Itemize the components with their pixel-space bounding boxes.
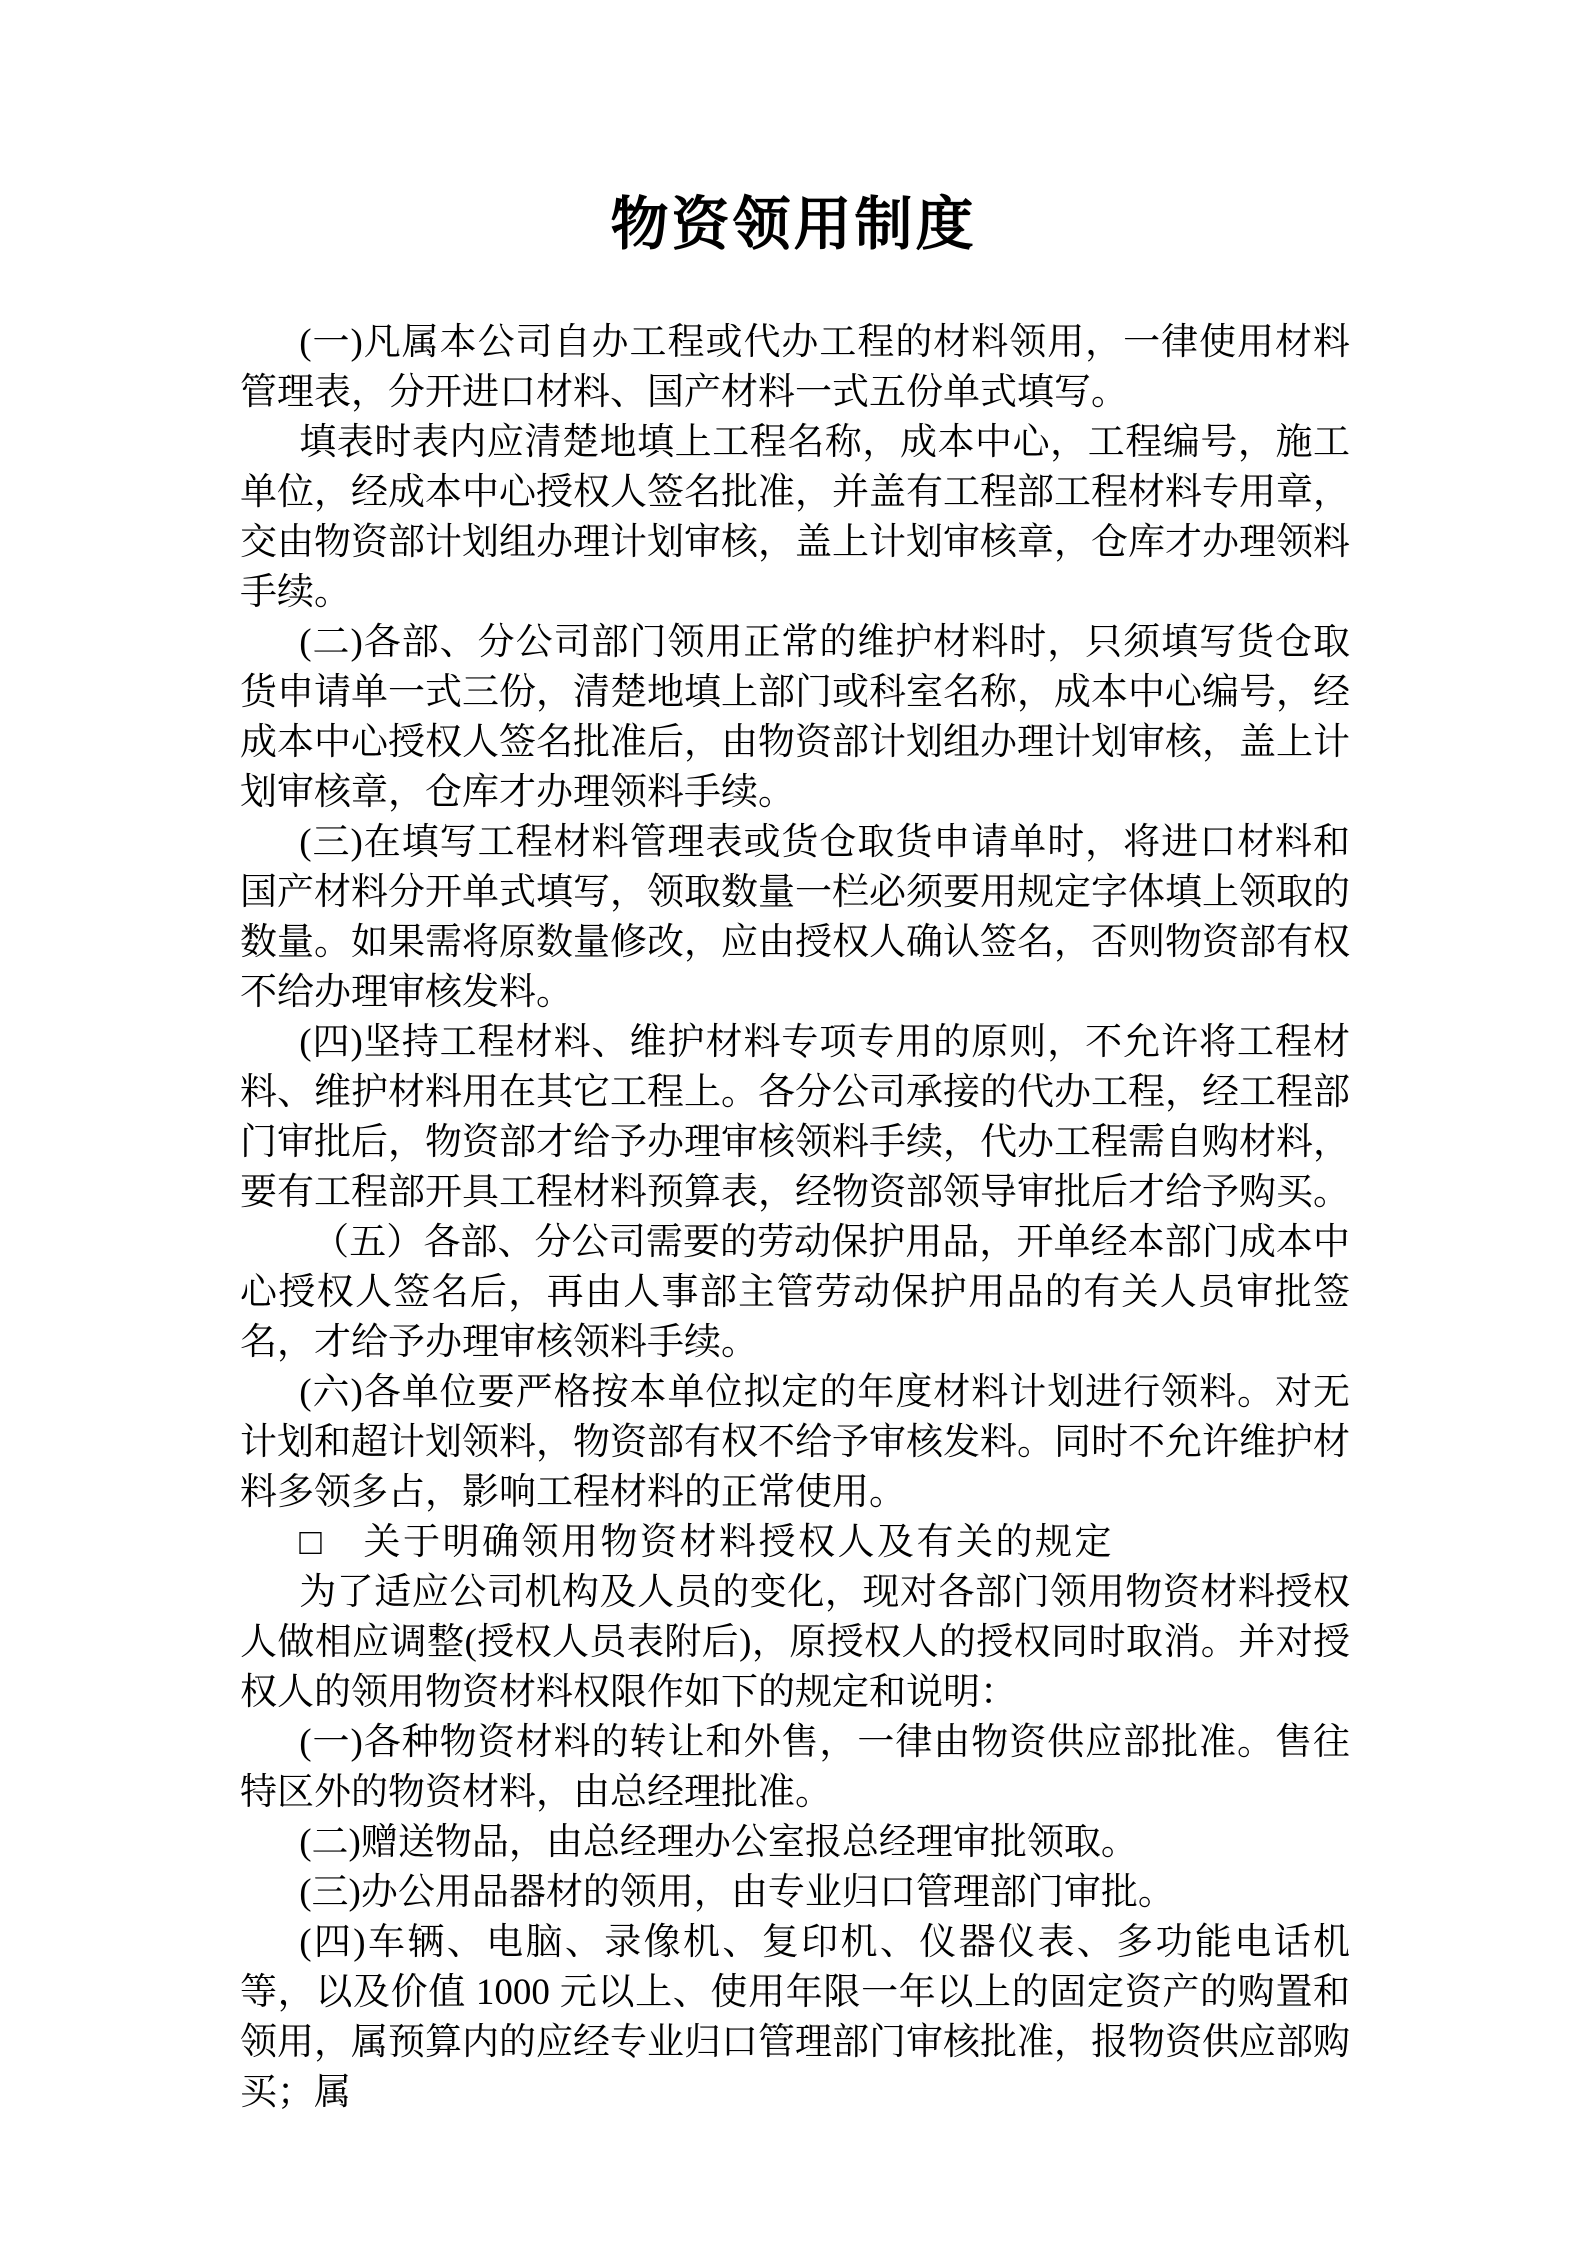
document-title: 物资领用制度 xyxy=(610,190,977,258)
paragraph: (三)在填写工程材料管理表或货仓取货申请单时，将进口材料和国产材料分开单式填写，领取数量一栏必须要用规定字体填上领取的数量。如果需将原数量修改，应由授权人确认签名，否则物资部有权不给办理审核发料。 xyxy=(240,821,1350,1013)
paragraph: (四)坚持工程材料、维护材料专项专用的原则，不允许将工程材料、维护材料用在其它工程上。各分公司承接的代办工程，经工程部门审批后，物资部才给予办理审核领料手续，代办工程需自购材料，要有工程部开具工程材料预算表，经物资部领导审批后才给予购买。 xyxy=(240,1021,1350,1213)
paragraph: (一)凡属本公司自办工程或代办工程的材料领用，一律使用材料管理表，分开进口材料、国产材料一式五份单式填写。 xyxy=(240,321,1350,413)
paragraph: 为了适应公司机构及人员的变化，现对各部门领用物资材料授权人做相应调整(授权人员表附后)，原授权人的授权同时取消。并对授权人的领用物资材料权限作如下的规定和说明： xyxy=(240,1571,1350,1713)
document-body xyxy=(240,318,1350,2118)
paragraph: (六)各单位要严格按本单位拟定的年度材料计划进行领料。对无计划和超计划领料，物资部有权不给予审核发料。同时不允许维护材料多领多占，影响工程材料的正常使用。 xyxy=(240,1371,1350,1513)
paragraph: (三)办公用品器材的领用，由专业归口管理部门审批。 xyxy=(299,1871,1175,1913)
paragraph: (二)各部、分公司部门领用正常的维护材料时，只须填写货仓取货申请单一式三份，清楚地填上部门或科室名称，成本中心编号，经成本中心授权人签名批准后，由物资部计划组办理计划审核，盖上计划审核章，仓库才办理领料手续。 xyxy=(240,621,1350,813)
paragraph: 填表时表内应清楚地填上工程名称，成本中心，工程编号，施工单位，经成本中心授权人签名批准，并盖有工程部工程材料专用章，交由物资部计划组办理计划审核，盖上计划审核章，仓库才办理领料手续。 xyxy=(240,421,1350,613)
paragraph: (四)车辆、电脑、录像机、复印机、仪器仪表、多功能电话机等，以及价值 1000 元以上、使用年限一年以上的固定资产的购置和领用，属预算内的应经专业归口管理部门审核批准，报物资供应部购买；属 xyxy=(240,1921,1350,2113)
paragraph: (一)各种物资材料的转让和外售，一律由物资供应部批准。售往特区外的物资材料，由总经理批准。 xyxy=(240,1721,1350,1813)
paragraph: □ 关于明确领用物资材料授权人及有关的规定 xyxy=(299,1521,1115,1563)
paragraph: （五）各部、分公司需要的劳动保护用品，开单经本部门成本中心授权人签名后，再由人事部主管劳动保护用品的有关人员审批签名，才给予办理审核领料手续。 xyxy=(240,1221,1350,1363)
paragraph: (二)赠送物品，由总经理办公室报总经理审批领取。 xyxy=(299,1821,1138,1863)
